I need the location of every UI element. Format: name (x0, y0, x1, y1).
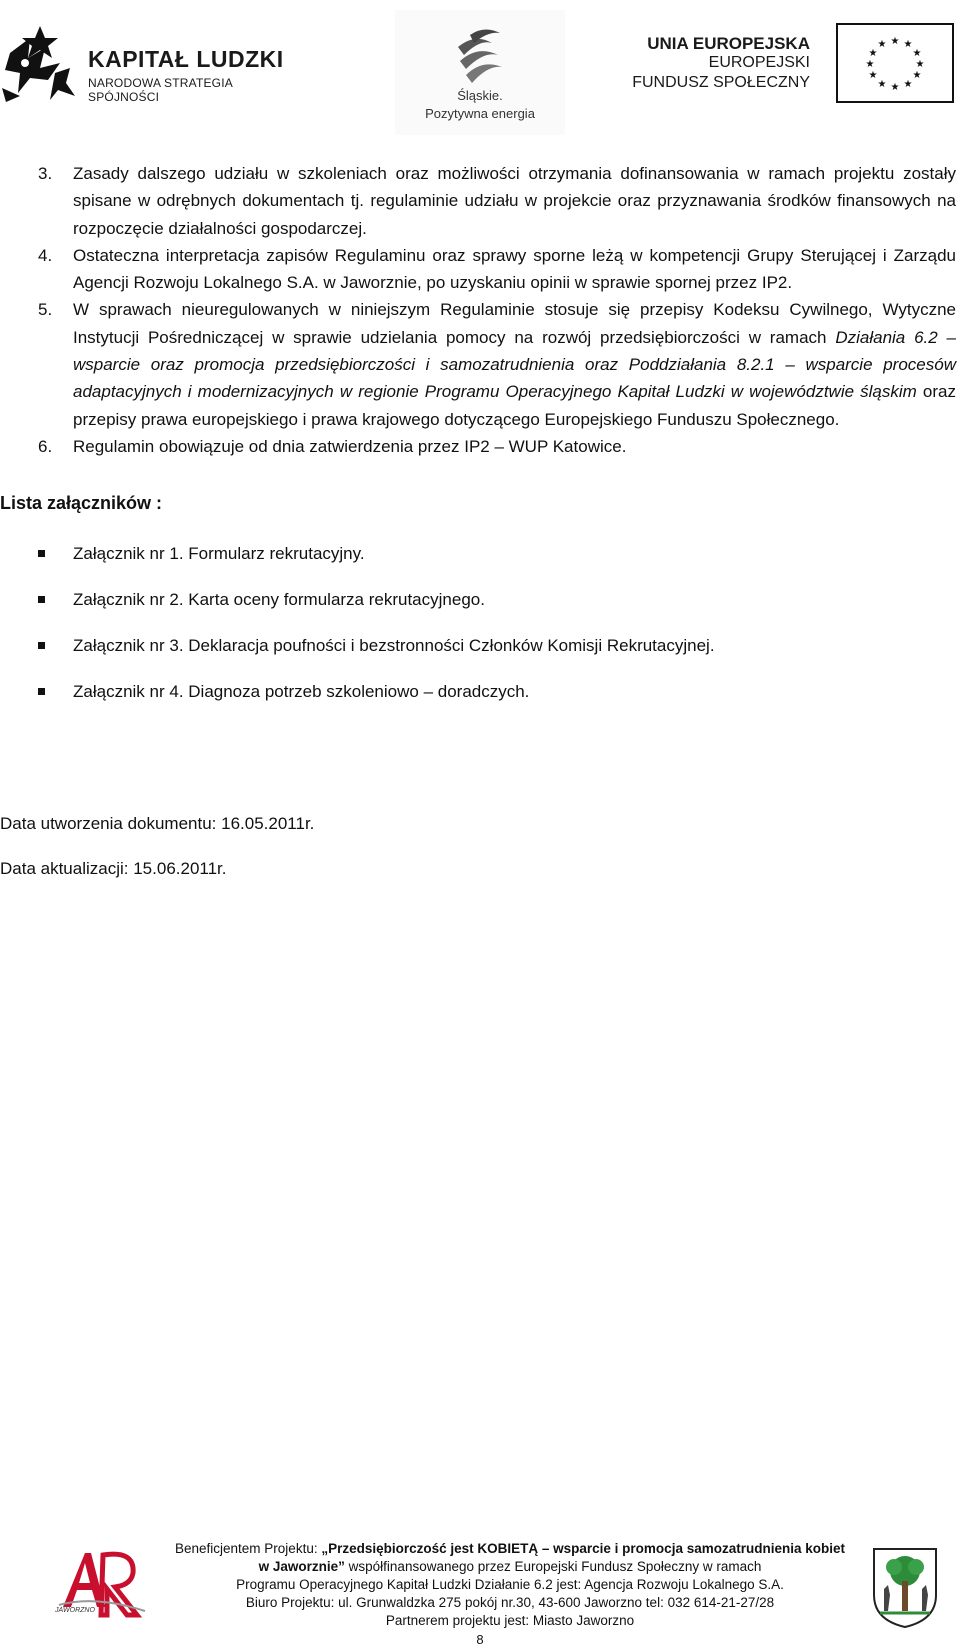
regulation-item (0, 242, 960, 297)
svg-text:★: ★ (890, 82, 900, 93)
slaskie-name: Śląskie. (457, 88, 503, 103)
slaskie-waves-icon (450, 25, 510, 85)
regulation-items (0, 160, 960, 460)
kapital-ludzki-subtitle: NARODOWA STRATEGIA SPÓJNOŚCI (88, 76, 233, 104)
coat-of-arms-icon (870, 1545, 940, 1630)
regulation-item (0, 433, 960, 460)
svg-text:★: ★ (890, 36, 900, 47)
update-date: Data aktualizacji: 15.06.2011r. (0, 859, 227, 878)
slaskie-tagline: Pozytywna energia (425, 106, 535, 121)
slaskie-logo (395, 10, 565, 135)
eu-flag-icon (836, 23, 954, 103)
page-footer (0, 1530, 960, 1652)
attachment-text: Załącznik nr 4. Diagnoza potrzeb szkoleniowo – doradczych. (73, 682, 530, 701)
agencja-rozwoju-logo (55, 1545, 150, 1625)
svg-text:★: ★ (903, 39, 913, 50)
kapital-ludzki-logo (0, 18, 300, 108)
ue-line-2: EUROPEJSKI (708, 54, 810, 71)
item-number: 3. (38, 164, 53, 183)
item-text: oraz przepisy prawa europejskiego i prawa krajowego dotyczącego Europejskiego Funduszu Społecznego. (73, 382, 956, 429)
item-number: 4. (38, 245, 53, 265)
ue-efs-logo (632, 20, 960, 110)
item-number: 5. (38, 300, 53, 320)
attachments-heading: Lista załączników : (0, 493, 163, 513)
item-text: Regulamin obowiązuje od dnia zatwierdzenia przez IP2 – WUP Katowice. (73, 436, 627, 456)
attachments-list (0, 540, 715, 724)
footer-cofinancing: współfinansowanego przez Europejski Fundusz Społeczny w ramach (344, 1559, 762, 1574)
svg-text:★: ★ (865, 59, 875, 70)
svg-text:★: ★ (877, 39, 887, 50)
svg-text:★: ★ (903, 79, 913, 90)
svg-text:★: ★ (915, 59, 925, 70)
attachment-item (0, 678, 715, 724)
footer-line-4: Biuro Projektu: ul. Grunwaldzka 275 pokój nr.30, 43-600 Jaworzno tel: 032 614-21-27/28 (245, 1595, 775, 1610)
footer-line-5: Partnerem projektu jest: Miasto Jaworzno (385, 1613, 635, 1628)
page-number: 8 (476, 1632, 484, 1647)
svg-text:★: ★ (912, 70, 922, 81)
regulation-item (0, 160, 960, 242)
square-bullet-icon (38, 688, 45, 695)
item-text: Zasady dalszego udziału w szkoleniach oraz możliwości otrzymania dofinansowania w ramach projektu zostały spisane w odrębnych dokumentach tj. regulaminie udziału w projekcie oraz przyznawania środków finansowych na rozpoczęcie działalności gospodarczej. (73, 164, 956, 238)
footer-line-3: Programu Operacyjnego Kapitał Ludzki Działanie 6.2 jest: Agencja Rozwoju Lokalnego S.A. (236, 1577, 784, 1592)
square-bullet-icon (38, 642, 45, 649)
item-number: 6. (38, 436, 53, 456)
item-text: Ostateczna interpretacja zapisów Regulaminu oraz sprawy sporne leżą w kompetencji Grupy Sterującej i Zarządu Agencji Rozwoju Lokalnego S.A. w Jaworznie, po uzyskaniu opinii w sprawie spornej przez IP2. (73, 245, 956, 293)
footer-beneficiary-label: Beneficjentem Projektu: (175, 1541, 322, 1556)
document-body (0, 160, 960, 460)
document-dates (0, 810, 314, 900)
attachment-item (0, 632, 715, 678)
kapital-ludzki-emblem-icon (0, 18, 80, 108)
footer-line-1 (160, 1540, 860, 1559)
footer-line-2 (160, 1558, 860, 1577)
attachment-text: Załącznik nr 2. Karta oceny formularza rekrutacyjnego. (73, 590, 485, 609)
regulation-item (0, 296, 960, 432)
footer-project-title: „Przedsiębiorczość jest KOBIETĄ – wsparcie i promocja samozatrudnienia kobiet (321, 1541, 845, 1556)
attachment-text: Załącznik nr 3. Deklaracja poufności i bezstronności Członków Komisji Rekrutacyjnej. (73, 636, 715, 655)
attachment-item (0, 540, 715, 586)
square-bullet-icon (38, 596, 45, 603)
square-bullet-icon (38, 550, 45, 557)
ue-line-3: FUNDUSZ SPOŁECZNY (632, 74, 810, 91)
item-text-italic: Działania 6.2 – wsparcie oraz promocja przedsiębiorczości i samozatrudnienia oraz Poddziałania 8.2.1 – wsparcie procesów adaptacyjnych i modernizacyjnych w regionie Programu Operacyjnego Kapitał Ludzki w województwie śląskim (73, 327, 957, 402)
attachment-text: Załącznik nr 1. Formularz rekrutacyjny. (73, 544, 365, 563)
attachment-item (0, 586, 715, 632)
page-header (0, 0, 960, 140)
svg-text:★: ★ (877, 79, 887, 90)
ue-line-1: UNIA EUROPEJSKA (647, 34, 810, 53)
item-text: W sprawach nieuregulowanych w niniejszym Regulaminie stosuje się przepisy Kodeksu Cywilnego, Wytyczne Instytucji Pośredniczącej w sprawie udzielania pomocy na rozwój przedsiębiorczości w ramach (73, 300, 956, 347)
kapital-ludzki-title: KAPITAŁ LUDZKI (88, 46, 284, 72)
svg-text:★: ★ (912, 48, 922, 59)
jaworzno-coat-of-arms (870, 1545, 940, 1630)
ar-logo-text: JAWORZNO (55, 1607, 95, 1614)
svg-text:★: ★ (868, 48, 878, 59)
creation-date: Data utworzenia dokumentu: 16.05.2011r. (0, 814, 315, 833)
svg-text:★: ★ (868, 70, 878, 81)
footer-project-title-end: w Jaworznie” (258, 1559, 345, 1574)
